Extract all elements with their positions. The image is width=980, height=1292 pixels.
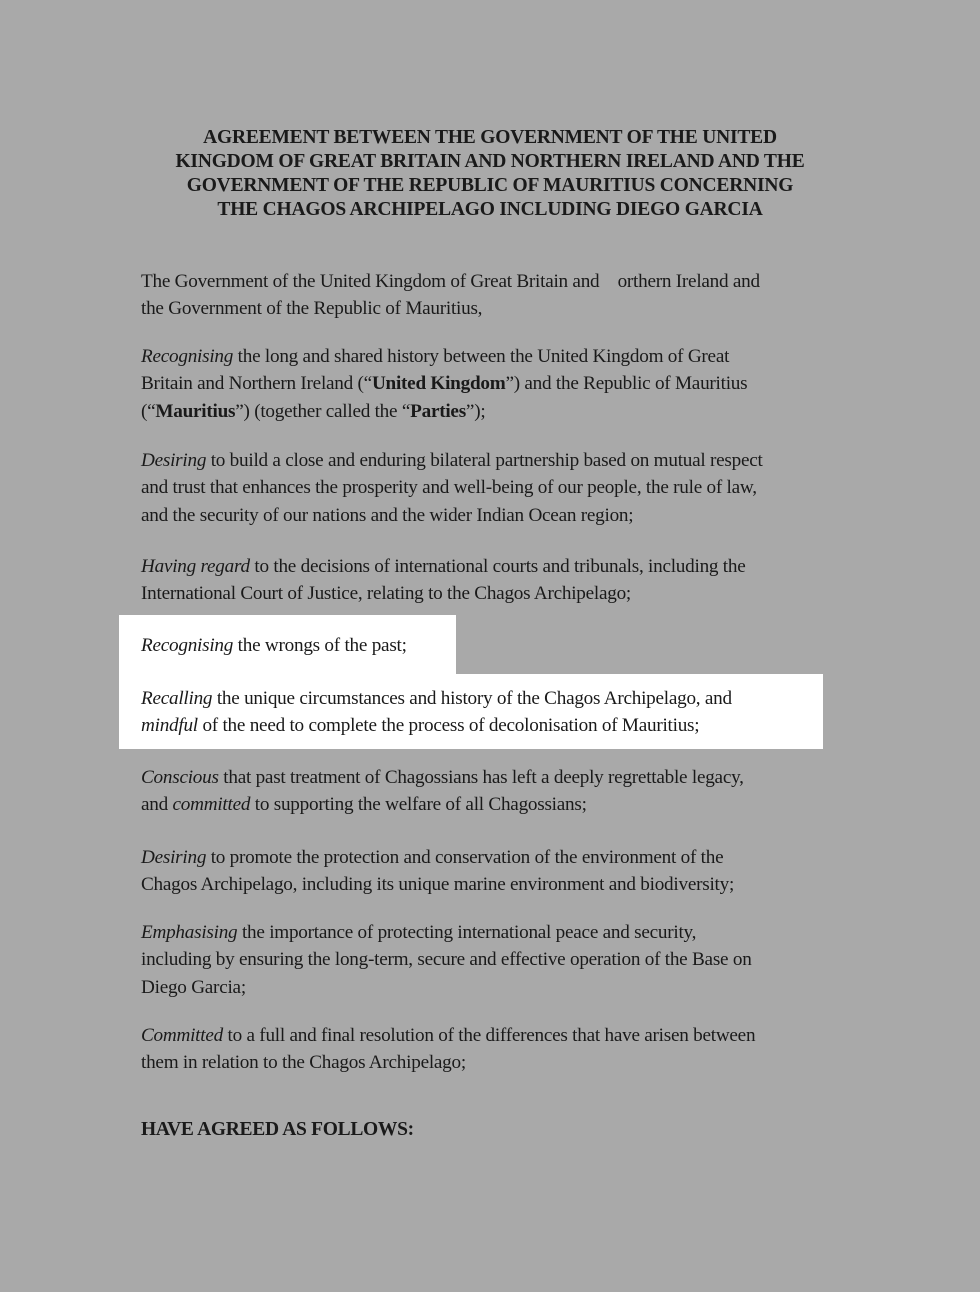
desiring-environment-paragraph — [141, 844, 861, 899]
text-span: the wrongs of the past; — [233, 635, 407, 656]
text-line — [141, 632, 861, 659]
text-span: to supporting the welfare of all Chagossians; — [250, 794, 587, 816]
lead-word: Recognising — [141, 346, 234, 367]
text-line — [141, 844, 861, 871]
text-line: them in relation to the Chagos Archipelago; — [141, 1052, 466, 1074]
agreement-title — [120, 126, 860, 222]
text-line — [141, 343, 861, 370]
text-span: Britain and Northern Ireland (“ — [141, 373, 372, 395]
desiring-partnership-paragraph — [141, 447, 861, 529]
closing-heading: HAVE AGREED AS FOLLOWS: — [141, 1119, 414, 1140]
emphasising-paragraph — [141, 919, 861, 1001]
text-span: to build a close and enduring bilateral partnership based on mutual respect — [206, 450, 763, 471]
text-line — [141, 447, 861, 474]
title-line: AGREEMENT BETWEEN THE GOVERNMENT OF THE UNITED — [203, 127, 777, 148]
text-span: the importance of protecting international peace and security, — [237, 922, 697, 943]
text-span: ”) and the Republic of Mauritius — [505, 373, 748, 395]
text-span: ”) (together called the “ — [235, 400, 411, 422]
lead-word: Committed — [141, 1025, 223, 1046]
text-span: to promote the protection and conservation of the environment of the — [206, 847, 724, 868]
text-line: and the security of our nations and the wider Indian Ocean region; — [141, 504, 634, 526]
title-line: THE CHAGOS ARCHIPELAGO INCLUDING DIEGO GARCIA — [217, 199, 763, 220]
text-line — [141, 370, 861, 397]
lead-word: mindful — [141, 715, 198, 737]
lead-word: Recalling — [141, 688, 213, 709]
text-span: to the decisions of international courts and tribunals, including the — [249, 556, 746, 577]
recognising-wrongs-paragraph — [141, 632, 861, 659]
defined-term: United Kingdom — [371, 373, 506, 395]
having-regard-paragraph — [141, 553, 861, 608]
text-line: Diego Garcia; — [141, 976, 246, 998]
lead-word: Emphasising — [141, 922, 238, 943]
text-line — [141, 553, 861, 580]
text-span: of the need to complete the process of decolonisation of Mauritius; — [197, 715, 700, 737]
defined-term: Mauritius — [155, 400, 236, 422]
text-span: ”); — [465, 400, 486, 422]
text-line — [141, 398, 861, 425]
text-span: the long and shared history between the United Kingdom of Great — [233, 346, 730, 367]
text-line: and trust that enhances the prosperity and well-being of our people, the rule of law, — [141, 477, 757, 499]
text-line: the Government of the Republic of Mauritius, — [141, 298, 483, 320]
text-line: The Government of the United Kingdom of Great Britain and orthern Ireland and — [141, 271, 760, 292]
committed-paragraph — [141, 1022, 861, 1077]
lead-word: Having regard — [141, 556, 250, 577]
text-line — [141, 1022, 861, 1049]
recalling-paragraph — [141, 685, 861, 740]
text-line — [141, 685, 861, 712]
text-line — [141, 712, 861, 739]
lead-word: Desiring — [141, 450, 207, 471]
title-line: KINGDOM OF GREAT BRITAIN AND NORTHERN IRELAND AND THE — [175, 151, 805, 172]
lead-word: Desiring — [141, 847, 207, 868]
text-line — [141, 791, 861, 818]
text-span: to a full and final resolution of the differences that have arisen between — [222, 1025, 756, 1046]
text-line: International Court of Justice, relating to the Chagos Archipelago; — [141, 583, 631, 605]
conscious-paragraph — [141, 764, 861, 819]
text-span: that past treatment of Chagossians has left a deeply regrettable legacy, — [218, 767, 744, 788]
text-line — [141, 764, 861, 791]
recognising-history-paragraph — [141, 343, 861, 425]
text-line: including by ensuring the long-term, secure and effective operation of the Base on — [141, 949, 752, 971]
lead-word: Recognising — [141, 635, 234, 656]
text-span: (“ — [141, 400, 156, 422]
lead-word: committed — [172, 794, 251, 816]
defined-term: Parties — [410, 400, 466, 422]
text-span: the unique circumstances and history of the Chagos Archipelago, and — [212, 688, 732, 709]
lead-word: Conscious — [141, 767, 219, 788]
text-line — [141, 919, 861, 946]
text-line: Chagos Archipelago, including its unique marine environment and biodiversity; — [141, 874, 735, 896]
parties-paragraph — [141, 268, 861, 323]
text-span: and — [141, 794, 173, 816]
title-line: GOVERNMENT OF THE REPUBLIC OF MAURITIUS CONCERNING — [186, 175, 794, 196]
